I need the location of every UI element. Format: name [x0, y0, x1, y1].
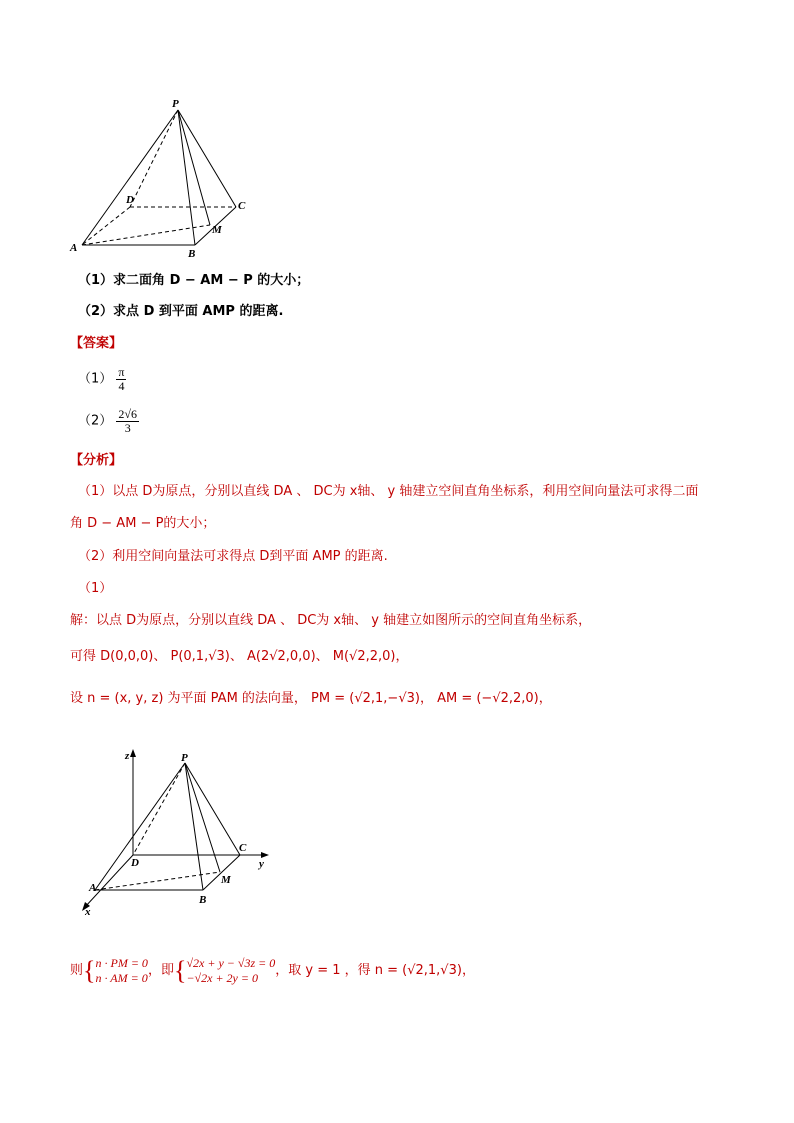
answer-2-numerator: 2√6 — [118, 407, 138, 421]
label-P: P — [172, 98, 179, 110]
system-eq-3: √2x + y − √3z = 0 — [186, 956, 276, 970]
answer-2-prefix: （2） — [78, 413, 113, 429]
label-x: x — [85, 906, 91, 918]
answer-1-fraction — [116, 366, 126, 393]
system-line — [70, 956, 475, 986]
edge-PM — [185, 763, 220, 872]
label-A: A — [70, 242, 78, 254]
pyramid-figure — [60, 95, 260, 265]
label-D: D — [131, 857, 139, 869]
system-tail: ，取 y = 1 ，得 n = (√2,1,√3)， — [275, 963, 475, 978]
solution-line-2: 可得 D(0,0,0)、 P(0,1,√3)、 A(2√2,0,0)、 M(√2,2,0)， — [70, 649, 409, 664]
answer-header: 【答案】 — [70, 336, 123, 351]
edge-PB — [185, 763, 203, 890]
edge-PM — [178, 110, 210, 225]
label-C: C — [238, 200, 246, 212]
answer-1 — [78, 366, 126, 393]
system-prefix: 则 — [70, 963, 84, 978]
label-B: B — [188, 248, 196, 260]
edge-PD — [133, 763, 185, 855]
analysis-header: 【分析】 — [70, 453, 123, 468]
answer-1-prefix: （1） — [78, 371, 113, 387]
label-C: C — [239, 842, 247, 854]
edge-PA — [95, 763, 185, 890]
question-1: （1）求二面角 D − AM − P 的大小； — [78, 273, 310, 288]
answer-1-denominator: 4 — [118, 379, 125, 393]
system-2 — [186, 956, 275, 986]
question-2: （2）求点 D 到平面 AMP 的距离. — [78, 304, 284, 319]
answer-2-fraction — [116, 408, 139, 435]
label-M: M — [221, 874, 231, 886]
label-B: B — [199, 894, 207, 906]
system-eq-1: n · PM = 0 — [95, 956, 148, 970]
edge-DA — [82, 207, 130, 245]
system-eq-4: −√2x + 2y = 0 — [186, 971, 258, 985]
edge-PA — [82, 110, 178, 245]
left-brace-2: { — [173, 956, 187, 985]
system-1 — [96, 956, 148, 986]
pyramid-axes-figure — [75, 745, 285, 920]
label-P: P — [181, 752, 188, 764]
answer-1-numerator: π — [118, 365, 125, 379]
system-eq-2: n · AM = 0 — [95, 971, 148, 985]
edge-PC — [178, 110, 236, 207]
label-M: M — [212, 224, 222, 236]
answer-2-denominator: 3 — [124, 421, 131, 435]
edge-PC — [185, 763, 240, 855]
edge-AM — [82, 225, 210, 245]
analysis-line-4: （1） — [78, 581, 113, 596]
analysis-line-3: （2）利用空间向量法可求得点 D到平面 AMP 的距离. — [78, 549, 388, 564]
label-A: A — [89, 882, 97, 894]
edge-PD — [130, 110, 178, 207]
system-mid: ，即 — [147, 963, 174, 978]
edge-PB — [178, 110, 195, 245]
left-brace-1: { — [83, 956, 96, 985]
analysis-line-2: 角 D − AM − P的大小； — [70, 516, 216, 531]
axis-z-arrow — [130, 749, 136, 757]
solution-line-1: 解：以点 D为原点，分别以直线 DA 、 DC为 x轴、 y 轴建立如图所示的空间直角坐标系， — [70, 613, 592, 628]
label-z: z — [125, 750, 130, 762]
axis-x — [85, 855, 133, 907]
solution-line-3: 设 n = (x, y, z) 为平面 PAM 的法向量， PM = (√2,1,−√3)， AM = (−√2,2,0)， — [70, 691, 552, 706]
answer-2 — [78, 408, 139, 435]
analysis-line-1: （1）以点 D为原点，分别以直线 DA 、 DC为 x轴、 y 轴建立空间直角坐标系，利用空间向量法可求得二面 — [78, 484, 699, 499]
label-y: y — [259, 858, 264, 870]
label-D: D — [126, 194, 134, 206]
